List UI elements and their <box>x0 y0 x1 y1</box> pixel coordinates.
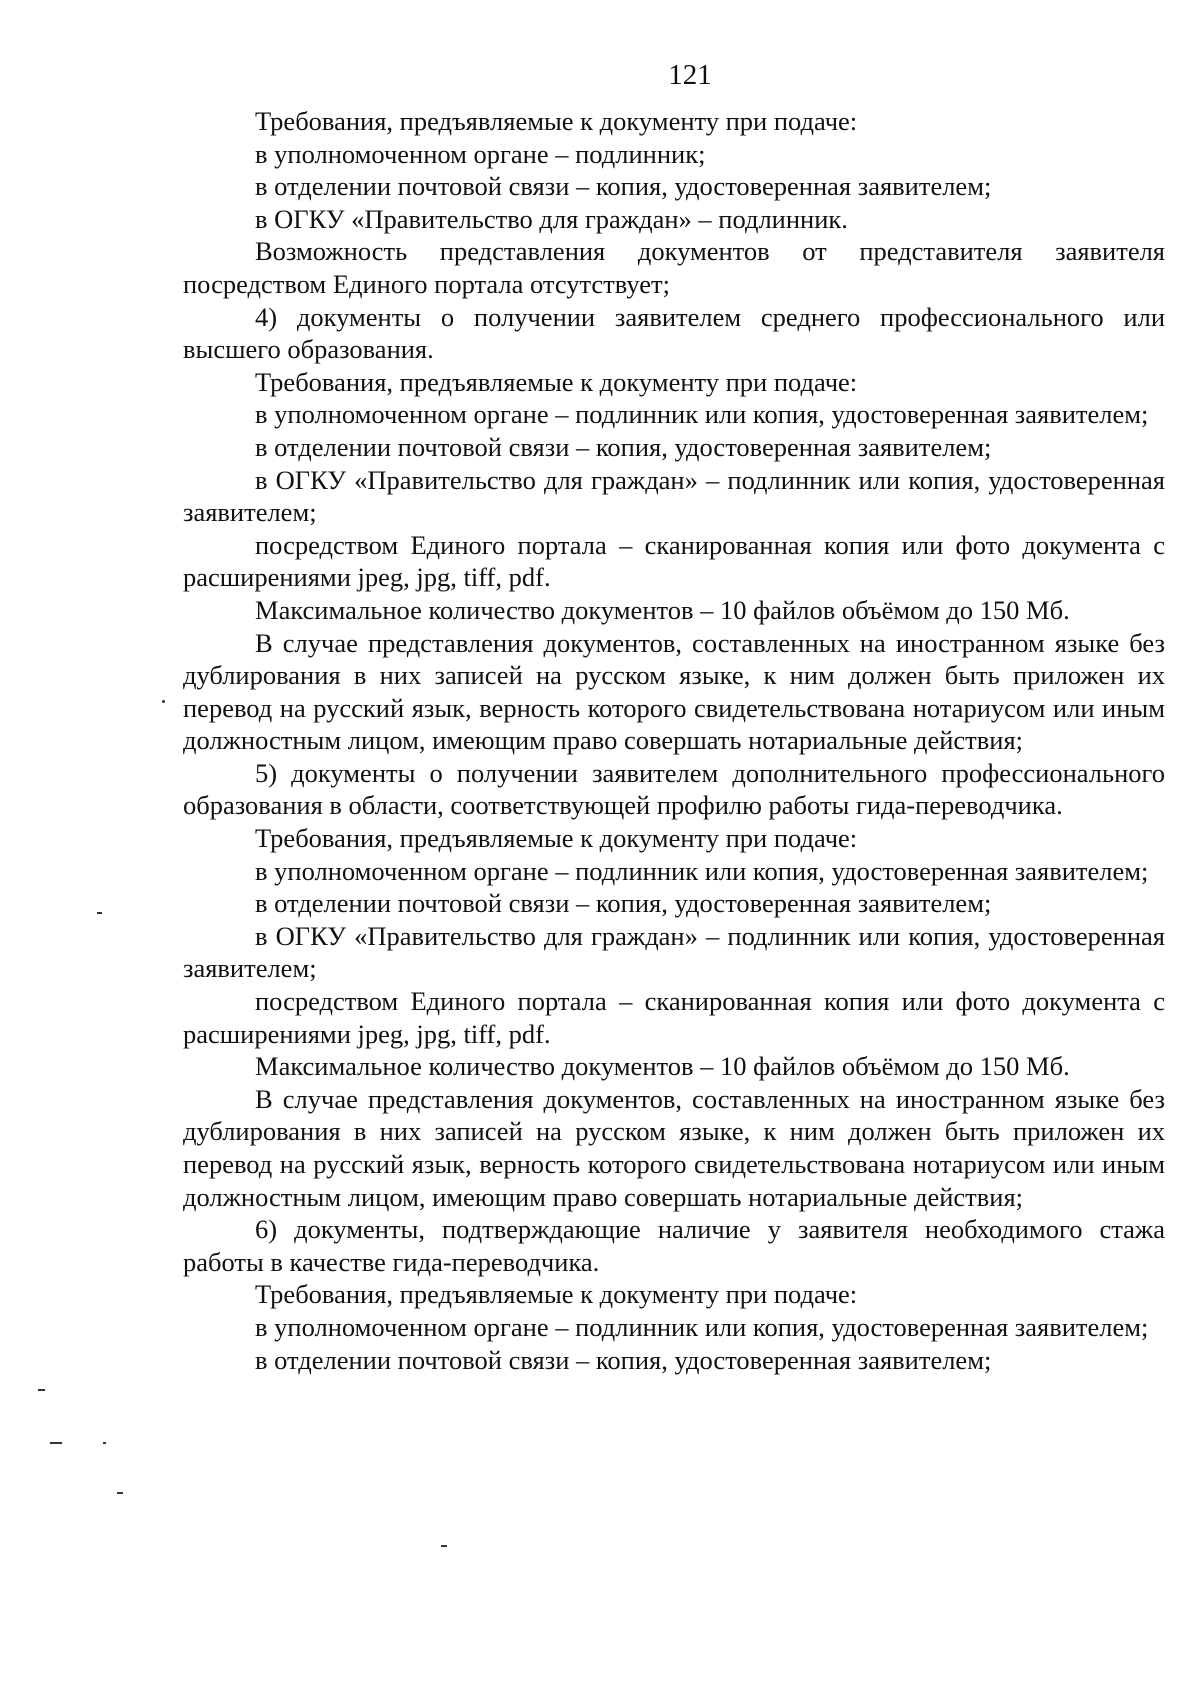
paragraph: Максимальное количество документов – 10 файлов объёмом до 150 Мб. <box>255 1051 1070 1082</box>
scan-speck <box>38 1389 45 1391</box>
document-body <box>183 105 1165 1376</box>
paragraph: в отделении почтовой связи – копия, удостоверенная заявителем; <box>255 888 992 919</box>
paragraph: в отделении почтовой связи – копия, удостоверенная заявителем; <box>255 1344 992 1375</box>
paragraph: в уполномоченном органе – подлинник или копия, удостоверенная заявителем; <box>255 399 1149 430</box>
paragraph: в уполномоченном органе – подлинник или копия, удостоверенная заявителем; <box>255 855 1149 886</box>
paragraph: в ОГКУ «Правительство для граждан» – подлинник или копия, удостоверенная заявителем; <box>183 464 1165 528</box>
paragraph: 5) документы о получении заявителем дополнительного профессионального образования в области, соответствующей профилю работы гида-переводчика. <box>183 757 1165 821</box>
paragraph: Требования, предъявляемые к документу при подаче: <box>255 823 858 854</box>
paragraph: в отделении почтовой связи – копия, удостоверенная заявителем; <box>255 431 992 462</box>
scan-speck <box>50 1442 62 1444</box>
scan-speck <box>441 1545 447 1547</box>
paragraph: В случае представления документов, составленных на иностранном языке без дублирования в них записей на русском языке, к ним должен быть приложен их перевод на русский язык, верность которого свидетельствована нотариусом или иным должностным лицом, имеющим право совершать нотариальные действия; <box>183 1083 1165 1212</box>
paragraph: Требования, предъявляемые к документу при подаче: <box>255 366 858 397</box>
paragraph: Максимальное количество документов – 10 файлов объёмом до 150 Мб. <box>255 594 1070 625</box>
scan-speck <box>103 1442 106 1444</box>
paragraph: в отделении почтовой связи – копия, удостоверенная заявителем; <box>255 171 992 202</box>
paragraph: посредством Единого портала – сканированная копия или фото документа с расширениями jpeg, jpg, tiff, pdf. <box>183 529 1165 593</box>
page-number: 121 <box>668 59 712 91</box>
paragraph: Возможность представления документов от представителя заявителя посредством Единого портала отсутствует; <box>183 236 1165 299</box>
paragraph: посредством Единого портала – сканированная копия или фото документа с расширениями jpeg, jpg, tiff, pdf. <box>183 986 1165 1049</box>
paragraph: в ОГКУ «Правительство для граждан» – подлинник или копия, удостоверенная заявителем; <box>183 920 1165 984</box>
paragraph: Требования, предъявляемые к документу при подаче: <box>255 1279 858 1310</box>
paragraph: В случае представления документов, составленных на иностранном языке без дублирования в них записей на русском языке, к ним должен быть приложен их перевод на русский язык, верность которого свидетельствована нотариусом или иным должностным лицом, имеющим право совершать нотариальные действия; <box>183 627 1165 756</box>
paragraph: Требования, предъявляемые к документу при подаче: <box>255 106 858 136</box>
paragraph: в уполномоченном органе – подлинник; <box>255 138 706 169</box>
scan-speck <box>162 700 165 703</box>
paragraph: в ОГКУ «Правительство для граждан» – подлинник. <box>255 203 848 234</box>
paragraph: 6) документы, подтверждающие наличие у заявителя необходимого стажа работы в качестве гида-переводчика. <box>183 1214 1165 1277</box>
scan-speck <box>117 1492 123 1494</box>
paragraph: в уполномоченном органе – подлинник или копия, удостоверенная заявителем; <box>255 1311 1149 1342</box>
paragraph: 4) документы о получении заявителем среднего профессионального или высшего образования. <box>183 301 1165 365</box>
scan-speck <box>97 912 102 914</box>
